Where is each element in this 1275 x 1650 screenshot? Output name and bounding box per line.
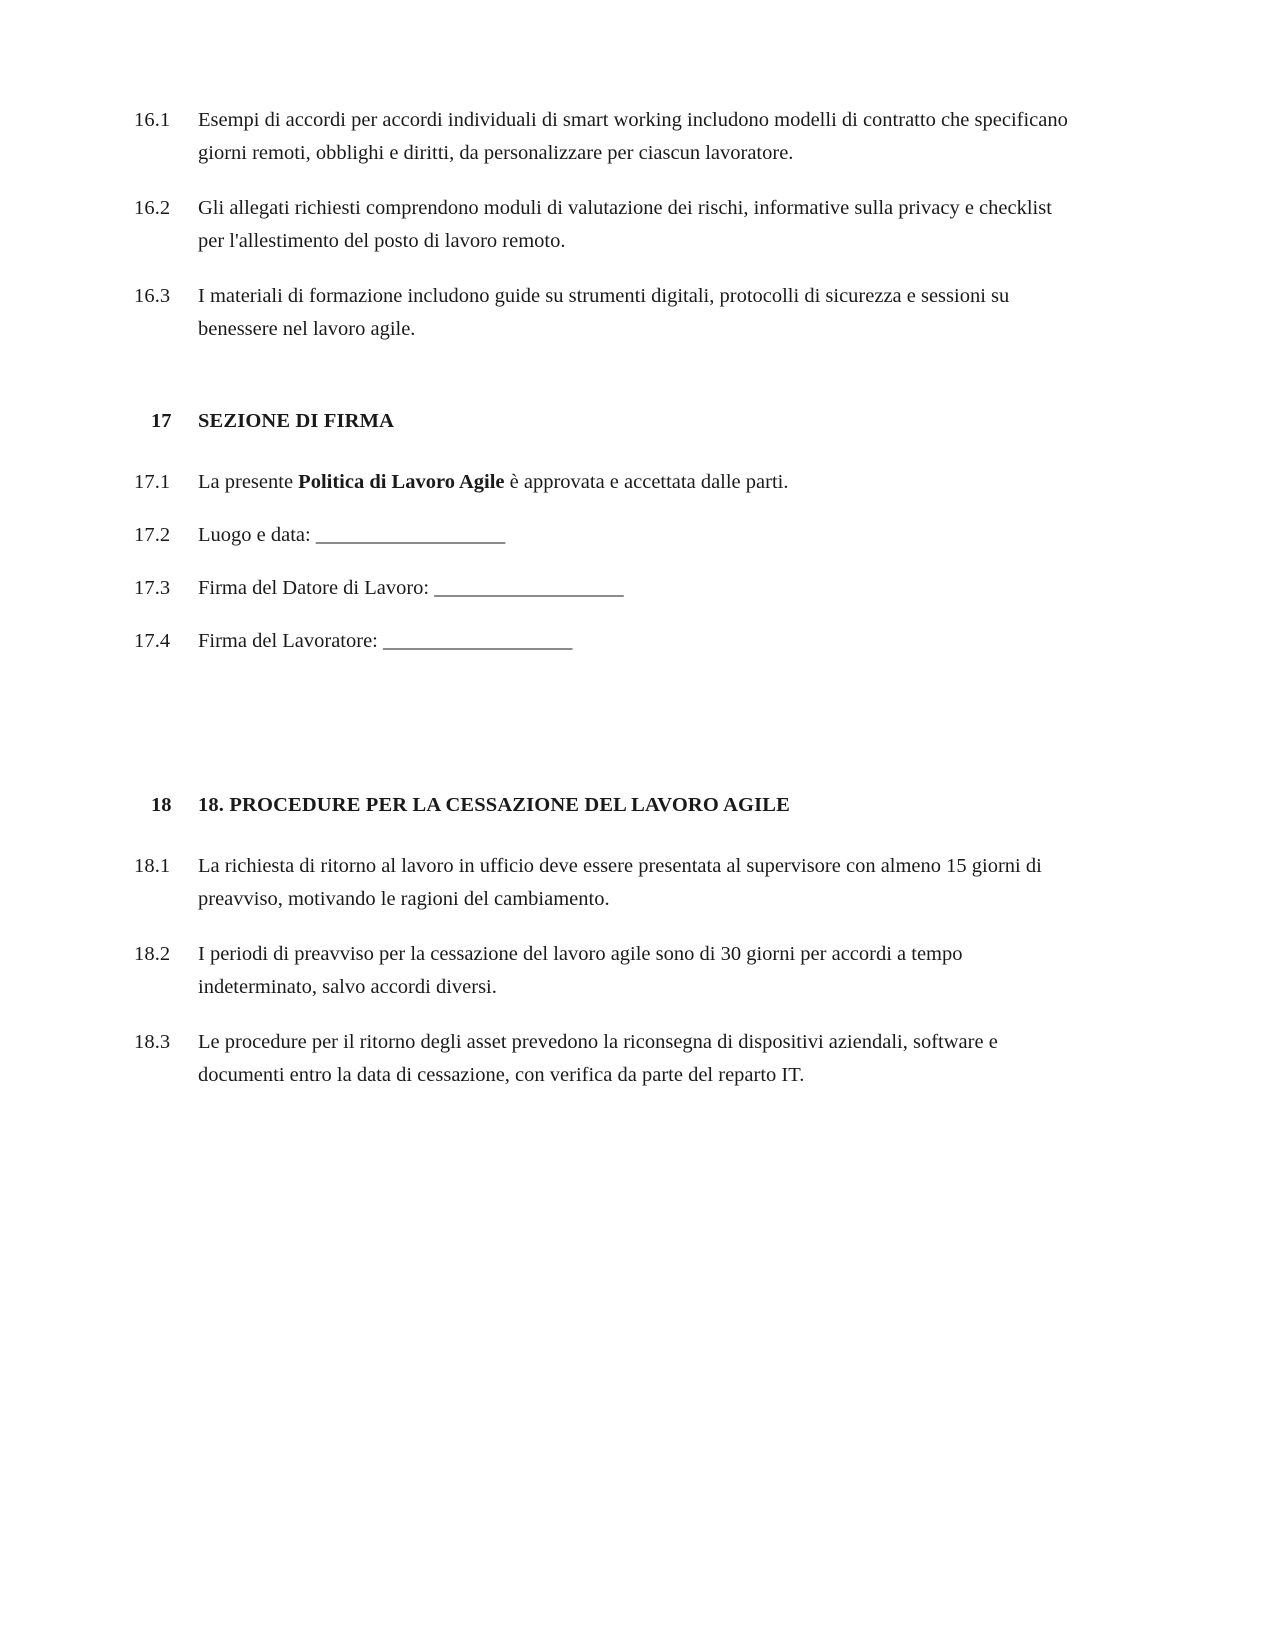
clause-18-3 — [134, 1026, 1079, 1092]
clause-number: 16.3 — [134, 285, 171, 307]
clause-text: Gli allegati richiesti comprendono moduli di valutazione dei rischi, informative sulla privacy e checklist per l'allestimento del posto di lavoro remoto. — [198, 197, 1052, 252]
clause-text: La richiesta di ritorno al lavoro in ufficio deve essere presentata al supervisore con almeno 15 giorni di preavviso, motivando le ragioni del cambiamento. — [198, 855, 1042, 910]
clause-number: 18.1 — [134, 855, 171, 877]
clause-text: I periodi di preavviso per la cessazione del lavoro agile sono di 30 giorni per accordi a tempo indeterminato, salvo accordi diversi. — [198, 943, 963, 998]
clause-17-3 — [134, 572, 1079, 605]
clause-text-lead: La presente — [198, 471, 299, 493]
section-number: 17 — [151, 410, 172, 432]
clause-16-1 — [134, 104, 1079, 170]
field-label: Luogo e data: — [198, 524, 316, 546]
field-label: Firma del Lavoratore: — [198, 630, 384, 652]
clause-number: 17.2 — [134, 524, 171, 546]
section-title: SEZIONE DI FIRMA — [198, 410, 395, 432]
section-number: 18 — [151, 794, 172, 816]
signature-blank-line[interactable]: ___________________ — [434, 577, 624, 599]
policy-name-emphasis: Politica di Lavoro Agile — [298, 471, 505, 493]
clause-number: 17.3 — [134, 577, 171, 599]
clause-17-4 — [134, 625, 1079, 658]
clause-17-2 — [134, 519, 1079, 552]
clause-text — [198, 519, 1079, 552]
clause-number: 16.1 — [134, 109, 171, 131]
clause-text-tail: è approvata e accettata dalle parti. — [504, 471, 789, 493]
clause-text: Le procedure per il ritorno degli asset prevedono la riconsegna di dispositivi aziendali, software e documenti entro la data di cessazione, con verifica da parte del reparto IT. — [198, 1031, 998, 1086]
clause-18-1 — [134, 850, 1079, 916]
clause-text: Esempi di accordi per accordi individuali di smart working includono modelli di contratto che specificano giorni remoti, obblighi e diritti, da personalizzare per ciascun lavoratore. — [198, 109, 1068, 164]
clause-16-2 — [134, 192, 1079, 258]
clause-number: 16.2 — [134, 197, 171, 219]
clause-number: 18.2 — [134, 943, 171, 965]
signature-blank-line[interactable]: ___________________ — [315, 524, 505, 546]
section-heading-18 — [134, 790, 1079, 820]
clause-16-3 — [134, 280, 1079, 346]
clause-text — [198, 625, 1079, 658]
document-content — [134, 104, 1079, 1092]
clause-number: 17.4 — [134, 630, 171, 652]
signature-blank-line[interactable]: ___________________ — [383, 630, 573, 652]
clause-text — [198, 466, 1079, 499]
clause-17-1 — [134, 466, 1079, 499]
clause-18-2 — [134, 938, 1079, 1004]
section-title: 18. PROCEDURE PER LA CESSAZIONE DEL LAVORO AGILE — [198, 794, 790, 816]
field-label: Firma del Datore di Lavoro: — [198, 577, 435, 599]
clause-text — [198, 572, 1079, 605]
clause-number: 18.3 — [134, 1031, 171, 1053]
clause-text: I materiali di formazione includono guide su strumenti digitali, protocolli di sicurezza e sessioni su benessere nel lavoro agile. — [198, 285, 1010, 340]
section-heading-17 — [134, 406, 1079, 436]
clause-number: 17.1 — [134, 471, 171, 493]
section-spacer — [134, 678, 1079, 730]
